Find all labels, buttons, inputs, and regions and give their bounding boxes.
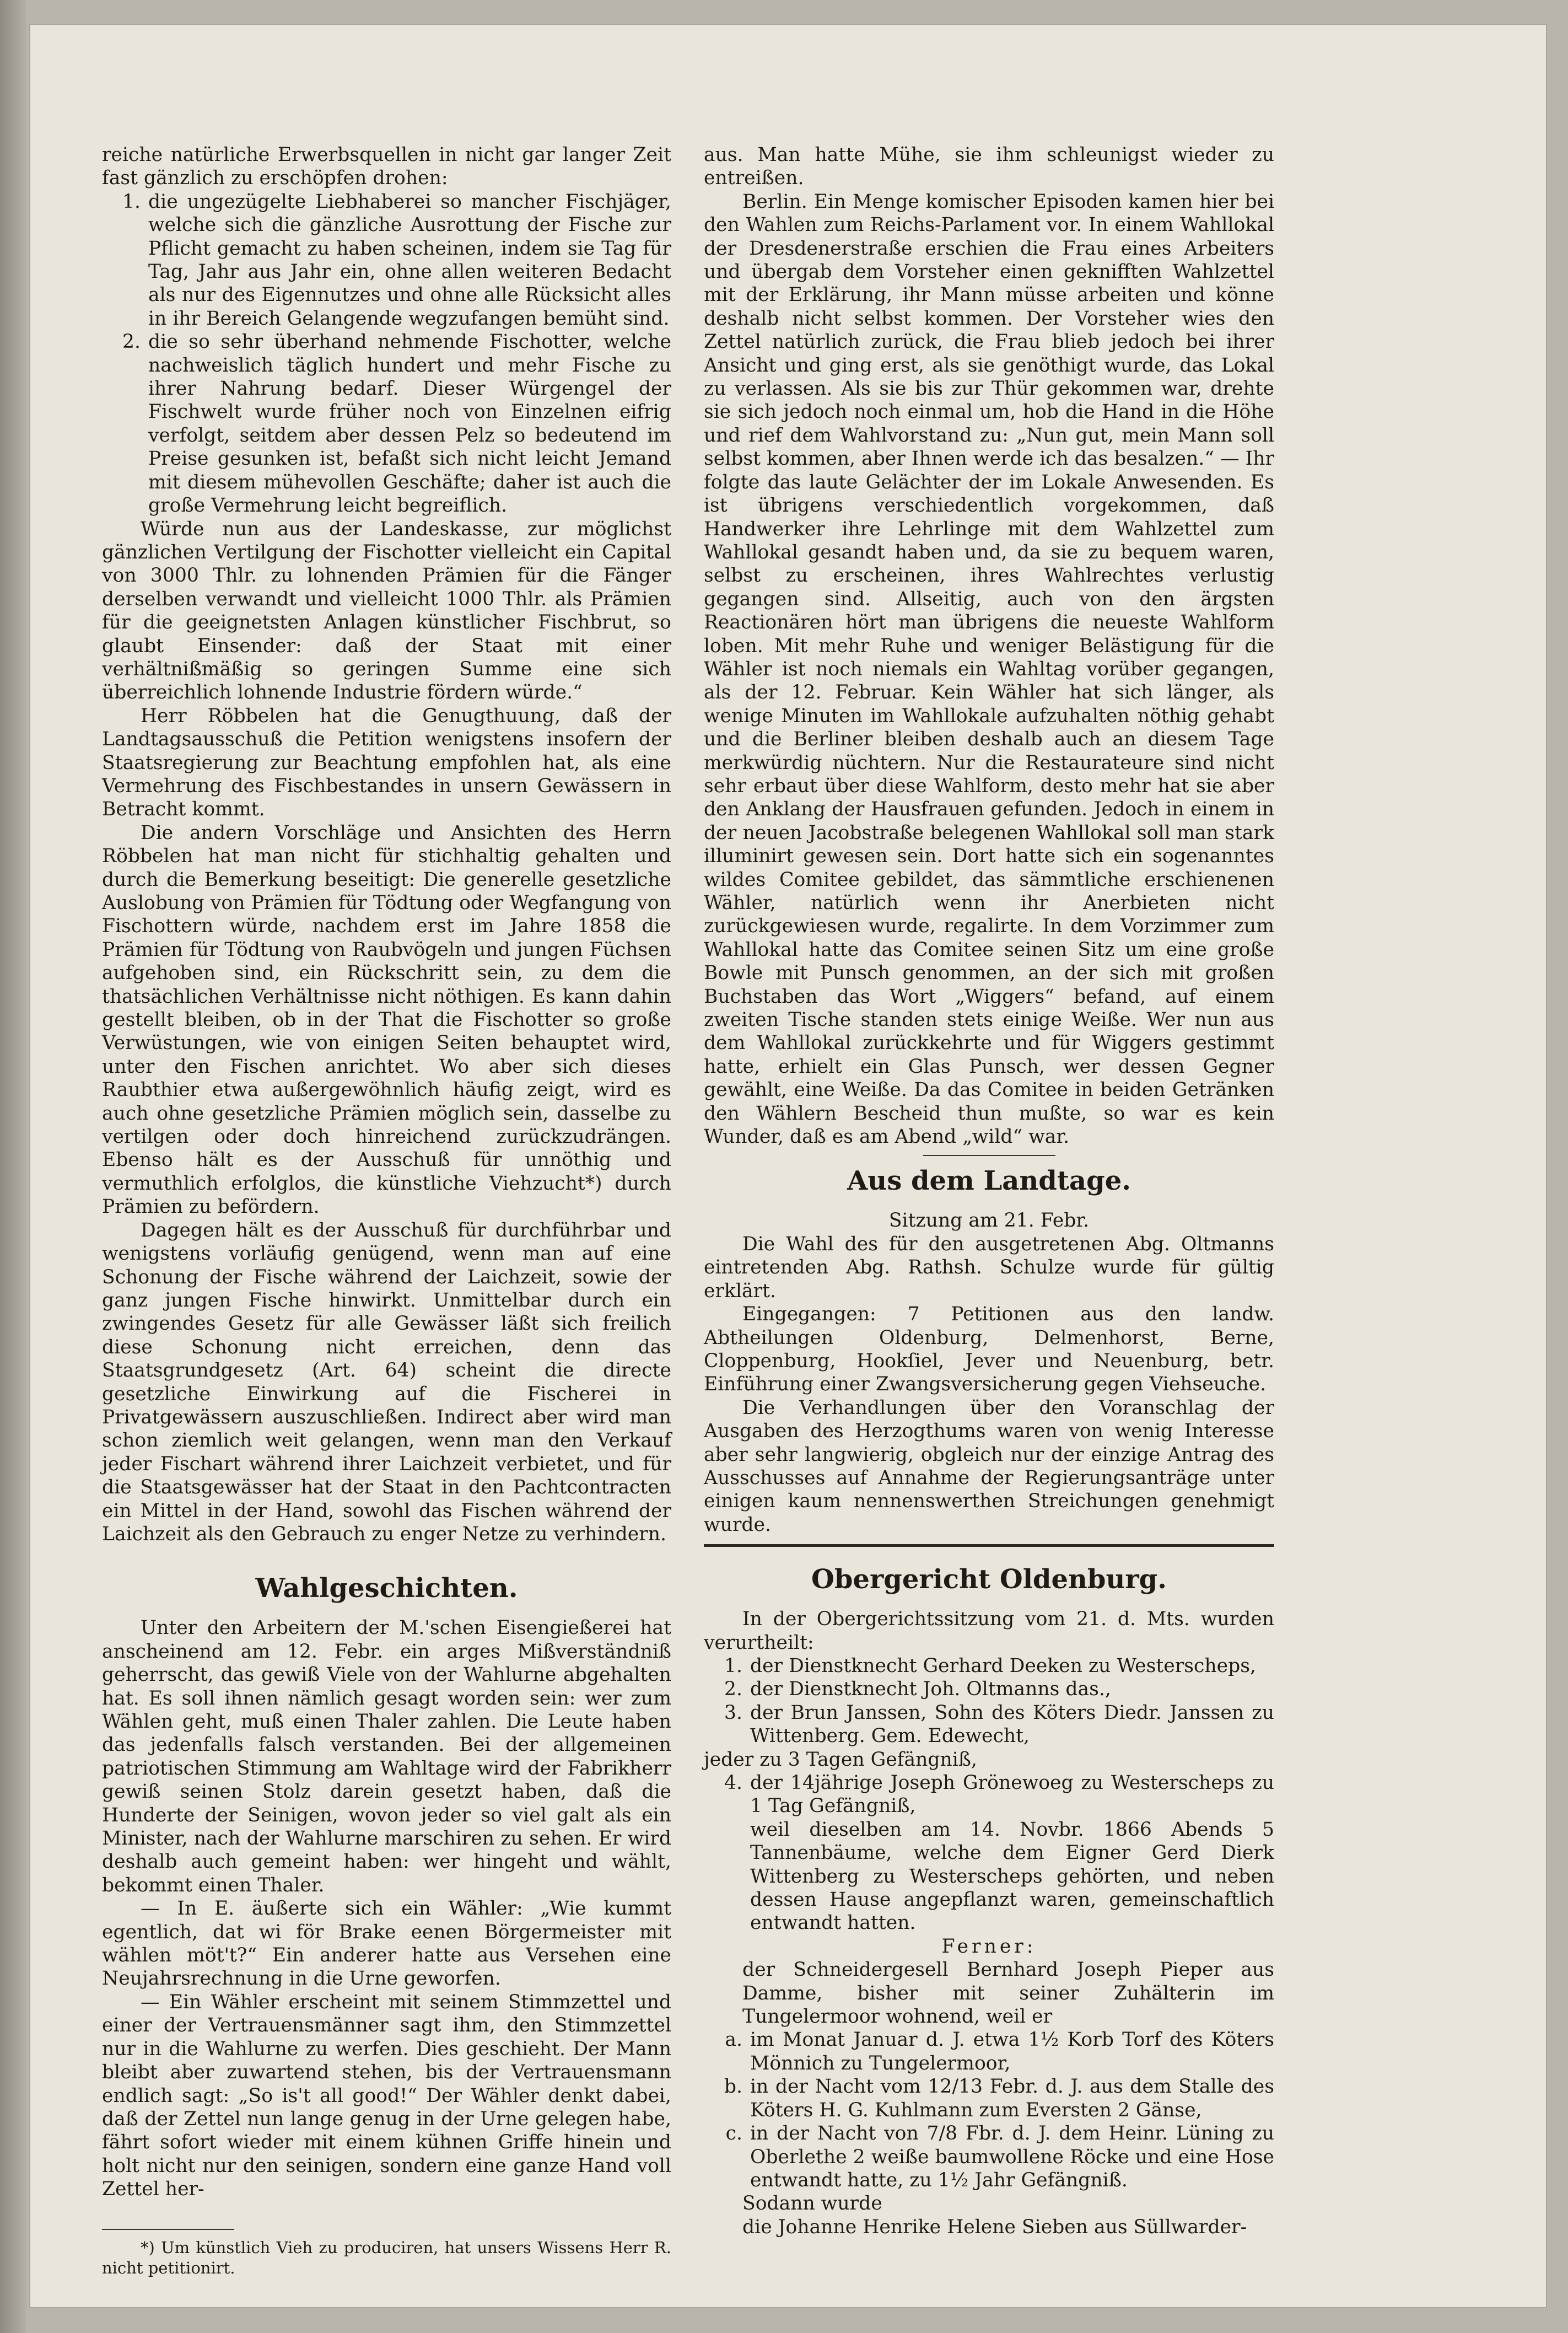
list-number: 2.	[724, 1678, 742, 1701]
paragraph: der Schneidergesell Bernhard Joseph Pieper aus Damme, bisher mit seiner Zuhälterin im Tungelermoor wohnend, weil er	[742, 1959, 1274, 2028]
section-heading-wahlgeschichten: Wahlgeschichten.	[255, 1573, 518, 1604]
paragraph: Berlin. Ein Menge komischer Episoden kamen hier bei den Wahlen zum Reichs-Parlament vor. In einem Wahllokal der Dresdenerstraße erschien die Frau eines Arbeiters und übergab dem Vorsteher einen geknifften Wahlzettel mit der Erklärung, ihr Mann müsse arbeiten und könne deshalb nicht selbst kommen. Der Vorsteher wies den Zettel natürlich zurück, die Frau blieb jedoch bei ihrer Ansicht und ging erst, als sie genöthigt wurde, das Lokal zu verlassen. Als sie bis zur Thür gekommen war, drehte sie sich jedoch noch einmal um, hob die Hand in die Höhe und rief dem Wahlvorstand zu: „Nun gut, mein Mann soll selbst kommen, aber Ihnen werde ich das besalzen.“ — Ihr folgte das laute Gelächter der im Lokale Anwesenden. Es ist übrigens verschiedentlich vorgekommen, daß Handwerker ihre Lehrlinge mit dem Wahlzettel zum Wahllokal gesandt haben und, da sie zu bequem waren, selbst zu erscheinen, ihres Wahlrechtes verlustig gegangen sind. Allseitig, auch von den ärgsten Reactionären hört man übrigens die neueste Wahlform loben. Mit mehr Ruhe und weniger Belästigung für die Wähler ist noch niemals ein Wahltag vorüber gegangen, als der 12. Februar. Kein Wähler hat sich länger, als wenige Minuten im Wahllokale aufzuhalten nöthig gehabt und die Berliner bleiben deshalb auch an diesem Tage merkwürdig nüchtern. Nur die Restaurateure sind nicht sehr erbaut über diese Wahlform, desto mehr hat sie aber den Anklang der Hausfrauen gefunden. Jedoch in einem in der neuen Jacobstraße belegenen Wahllokal soll man stark illuminirt gewesen sein. Dort hatte sich ein sogenanntes wildes Comitee gebildet, das sämmtliche erschienenen Wähler, natürlich wenn ihr Anerbieten nicht zurückgewiesen wurde, regalirte. In dem Vorzimmer zum Wahllokal hatte das Comitee seinen Sitz um eine große Bowle mit Punsch genommen, an der sich mit großen Buchstaben das Wort „Wiggers“ befand, auf einem zweiten Tische standen stets einige Weiße. Wer nun aus dem Wahllokal zurückkehrte und für Wiggers gestimmt hatte, erhielt ein Glas Punsch, wer dessen Gegner gewählt, eine Weiße. Da das Comitee in beiden Getränken den Wählern Bescheid thun mußte, so war es kein Wunder, daß es am Abend „wild“ war.	[704, 190, 1274, 1148]
page-edge	[0, 0, 26, 2333]
list-number: 1.	[122, 190, 141, 213]
list-number: 4.	[724, 1772, 742, 1794]
list-text: der Dienstknecht Gerhard Deeken zu Westerscheps,	[750, 1654, 1256, 1677]
paragraph: — In E. äußerte sich ein Wähler: „Wie kummt egentlich, dat wi för Brake eenen Börgermeister mit wählen möt't?“ Ein anderer hatte aus Versehen eine Neujahrsrechnung in die Urne geworfen.	[102, 1897, 671, 1990]
paragraph: aus. Man hatte Mühe, sie ihm schleunigst wieder zu entreißen.	[704, 144, 1274, 190]
list-item	[704, 1654, 1274, 1678]
ferner-label: Ferner:	[941, 1935, 1037, 1958]
lettered-list	[704, 2028, 1274, 2192]
list-text: im Monat Januar d. J. etwa 1½ Korb Torf des Köters Mönnich zu Tungelermoor,	[750, 2029, 1274, 2074]
intro-paragraph: reiche natürliche Erwerbsquellen in nicht gar langer Zeit fast gänzlich zu erschöpfen drohen:	[102, 144, 671, 190]
numbered-list	[704, 1771, 1274, 1818]
section-heading-landtag: Aus dem Landtage.	[847, 1165, 1131, 1197]
right-column	[704, 143, 1274, 2239]
paragraph: Sodann wurde	[742, 2192, 882, 2215]
session-date: Sitzung am 21. Febr.	[888, 1209, 1090, 1232]
list-item	[704, 2075, 1274, 2122]
numbered-list	[704, 1654, 1274, 1748]
list-item	[704, 1701, 1274, 1748]
paragraph: die Johanne Henrike Helene Sieben aus Süllwarder-	[742, 2216, 1247, 2238]
list-text: in der Nacht vom 12/13 Febr. d. J. aus dem Stalle des Köters H. G. Kuhlmann zum Eversten 2 Gänse,	[750, 2076, 1274, 2121]
newspaper-page	[30, 25, 1546, 2307]
left-column	[102, 143, 671, 2278]
paragraph: weil dieselben am 14. Novbr. 1866 Abends 5 Tannenbäume, welche dem Eigner Gerd Dierk Wittenberg zu Westerscheps gehörten, und neben dessen Hause angepflanzt waren, gemeinschaftlich entwandt hatten.	[750, 1818, 1274, 1934]
numbered-list	[102, 190, 671, 518]
paragraph: Herr Röbbelen hat die Genugthuung, daß der Landtagsausschuß die Petition wenigstens insofern der Staatsregierung zur Beachtung empfohlen hat, als eine Vermehrung des Fischbestandes in unsern Gewässern in Betracht kommt.	[102, 705, 671, 821]
list-number: 1.	[724, 1654, 742, 1677]
paragraph: Die Verhandlungen über den Voranschlag der Ausgaben des Herzogthums waren von wenig Interesse aber sehr langwierig, obgleich nur der einzige Antrag des Ausschusses auf Annahme der Regierungsanträge unter einigen kaum nennenswerthen Streichungen genehmigt wurde.	[704, 1396, 1274, 1536]
paragraph: — Ein Wähler erscheint mit seinem Stimmzettel und einer der Vertrauensmänner sagt ihm, den Stimmzettel nur in die Wahlurne zu werfen. Dies geschieht. Der Mann bleibt aber zuwartend stehen, bis der Vertrauensmann endlich sagt: „So is't all good!“ Der Wähler denkt dabei, daß der Zettel nun lange genug in der Urne gelegen habe, fährt sofort wieder mit einem kühnen Griffe hinein und holt nicht nur den seinigen, sondern eine ganze Hand voll Zettel her-	[102, 1991, 671, 2201]
list-item	[704, 2028, 1274, 2075]
list-text: die so sehr überhand nehmende Fischotter, welche nachweislich täglich hundert und mehr Fische zu ihrer Nahrung bedarf. Dieser Würgengel der Fischwelt wurde früher noch von Einzelnen eifrig verfolgt, seitdem aber dessen Pelz so bedeutend im Preise gesunken ist, befaßt sich nicht leicht Jemand mit diesem mühevollen Geschäfte; daher ist auch die große Vermehrung leicht begreiflich.	[148, 331, 671, 517]
list-text: in der Nacht von 7/8 Fbr. d. J. dem Heinr. Lüning zu Oberlethe 2 weiße baumwollene Röcke und eine Hose entwandt hatte, zu 1½ Jahr Gefängniß.	[750, 2122, 1274, 2191]
list-text: die ungezügelte Liebhaberei so mancher Fischjäger, welche sich die gänzliche Ausrottung der Fische zur Pflicht gemacht zu haben scheinen, indem sie Tag für Tag, Jahr aus Jahr ein, ohne allen weiteren Bedacht als nur des Eigennutzes und ohne alle Rücksicht alles in ihr Bereich Gelangende wegzufangen bemüht sind.	[148, 190, 671, 330]
list-letter: c.	[725, 2122, 742, 2145]
list-text: der 14jährige Joseph Grönewoeg zu Westerscheps zu 1 Tag Gefängniß,	[750, 1772, 1274, 1818]
list-text: der Brun Janssen, Sohn des Köters Diedr. Janssen zu Wittenberg. Gem. Edewecht,	[750, 1701, 1274, 1748]
list-letter: b.	[724, 2076, 742, 2098]
section-divider	[923, 1155, 1055, 1156]
section-divider-thick	[704, 1544, 1274, 1547]
footnote-divider	[102, 2229, 234, 2230]
sentence-line: jeder zu 3 Tagen Gefängniß,	[704, 1748, 977, 1771]
paragraph: Eingegangen: 7 Petitionen aus den landw. Abtheilungen Oldenburg, Delmenhorst, Berne, Cloppenburg, Hookſiel, Jever und Neuenburg, betr. Einführung einer Zwangsversicherung gegen Viehseuche.	[704, 1303, 1274, 1396]
list-item	[102, 190, 671, 330]
list-number: 2.	[122, 331, 141, 353]
footnote: *) Um künstlich Vieh zu produciren, hat unsers Wissens Herr R. nicht petitionirt.	[102, 2238, 671, 2277]
list-item	[704, 1678, 1274, 1701]
paragraph: In der Obergerichtssitzung vom 21. d. Mts. wurden verurtheilt:	[704, 1608, 1274, 1654]
section-heading-obergericht: Obergericht Oldenburg.	[811, 1564, 1167, 1595]
list-item	[704, 1771, 1274, 1818]
paragraph: Dagegen hält es der Ausschuß für durchführbar und wenigstens vorläufig genügend, wenn man auf eine Schonung der Fische während der Laichzeit, sowie der ganz jungen Fische hinwirkt. Unmittelbar durch ein zwingendes Gesetz für alle Gewässer läßt sich freilich diese Schonung nicht erreichen, denn das Staatsgrundgesetz (Art. 64) scheint die directe gesetzliche Einwirkung auf die Fischerei in Privatgewässern auszuschließen. Indirect aber wird man schon ziemlich weit gelangen, wenn man den Verkauf jeder Fischart während ihrer Laichzeit verbietet, und für die Staatsgewässer hat der Staat in den Pachtcontracten ein Mittel in der Hand, sowohl das Fischen während der Laichzeit als den Gebrauch zu enger Netze zu verhindern.	[102, 1219, 671, 1545]
paragraph: Die andern Vorschläge und Ansichten des Herrn Röbbelen hat man nicht für stichhaltig gehalten und durch die Bemerkung beseitigt: Die generelle gesetzliche Auslobung von Prämien für Tödtung oder Wegfangung von Fischottern würde, nachdem erst im Jahre 1858 die Prämien für Tödtung von Raubvögeln und jungen Füchsen aufgehoben sind, ein Rückschritt sein, zu dem die thatsächlichen Verhältnisse nicht nöthigen. Es kann dahin gestellt bleiben, ob in der That die Fischotter so große Verwüstungen, wie von einigen Seiten behauptet wird, unter den Fischen anrichtet. Wo aber sich dieses Raubthier etwa außergewöhnlich häufig zeigt, wird es auch ohne gesetzliche Prämien möglich sein, dasselbe zu vertilgen oder doch hinreichend zurückzudrängen. Ebenso hält es der Ausschuß für unnöthig und vermuthlich erfolglos, die künstliche Viehzucht*) durch Prämien zu befördern.	[102, 821, 671, 1218]
list-item	[102, 330, 671, 517]
paragraph: Unter den Arbeitern der M.'schen Eisengießerei hat anscheinend am 12. Febr. ein arges Mißverständniß geherrscht, das gewiß Viele von der Wahlurne abgehalten hat. Es soll ihnen nämlich gesagt worden sein: wer zum Wählen geht, muß einen Thaler zahlen. Die Leute haben das jedenfalls falsch verstanden. Bei der allgemeinen patriotischen Stimmung am Wahltage wird der Fabrikherr gewiß seinen Stolz darein gesetzt haben, daß die Hunderte der Seinigen, wovon jeder so viel galt als ein Minister, nach der Wahlurne marschiren zu sehen. Er wird deshalb auch gemeint haben: wer hingeht und wählt, bekommt einen Thaler.	[102, 1617, 671, 1896]
list-item	[704, 2122, 1274, 2192]
list-number: 3.	[724, 1701, 742, 1724]
paragraph: Die Wahl des für den ausgetretenen Abg. Oltmanns eintretenden Abg. Rathsh. Schulze wurde für gültig erklärt.	[704, 1233, 1274, 1302]
list-text: der Dienstknecht Joh. Oltmanns das.,	[750, 1678, 1111, 1701]
paragraph: Würde nun aus der Landeskasse, zur möglichst gänzlichen Vertilgung der Fischotter vielleicht ein Capital von 3000 Thlr. zu lohnenden Prämien für die Fänger derselben verwandt und vielleicht 1000 Thlr. als Prämien für die geeignetsten Anlagen künstlicher Fischbrut, so glaubt Einsender: daß der Staat mit einer verhältnißmäßig so geringen Summe eine sich überreichlich lohnende Industrie fördern würde.“	[102, 518, 671, 704]
list-letter: a.	[725, 2029, 742, 2051]
